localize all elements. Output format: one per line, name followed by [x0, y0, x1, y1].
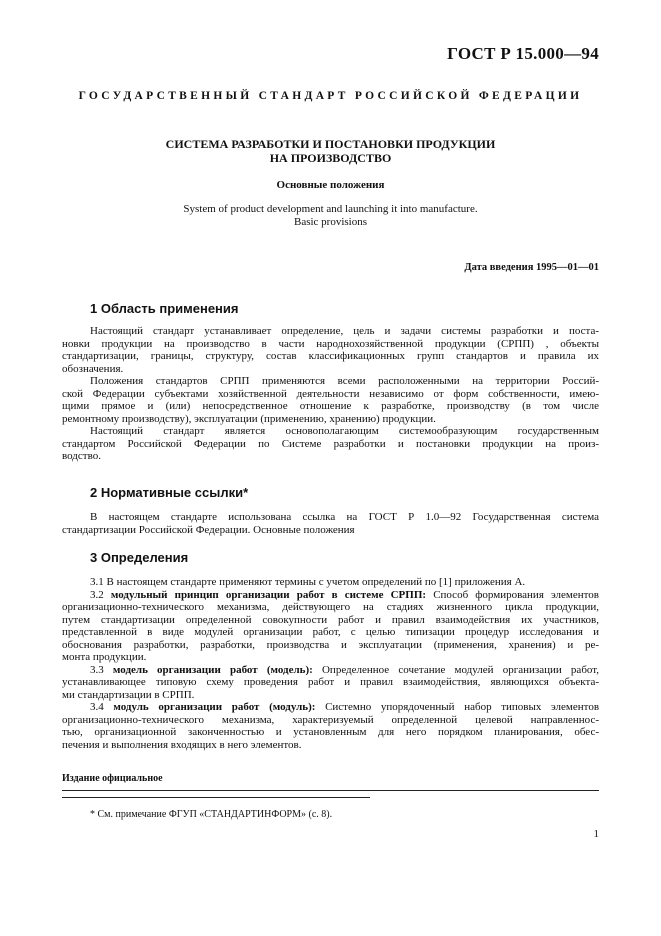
text-fragment: Определенное сочетание модулей организации работ,: [321, 663, 599, 676]
state-standard-title: ГОСУДАРСТВЕННЫЙ СТАНДАРТ РОССИЙСКОЙ ФЕДЕРАЦИИ: [78, 90, 583, 102]
official-edition-label: Издание официальное: [62, 773, 163, 784]
page-number: 1: [593, 828, 599, 840]
footer-divider: [62, 790, 599, 791]
section-3-heading: 3 Определения: [90, 550, 189, 565]
document-title-line-2: НА ПРОИЗВОДСТВО: [269, 151, 392, 165]
clause-number: 3.2: [90, 588, 104, 601]
text-line: ремонтному производству), эксплуатации (применению, хранению) продукции.: [62, 412, 436, 425]
text-line: организационно-технического механизма, действующего на стадиях жизненного цикла продукции,: [62, 601, 599, 613]
subtitle-ru: Основные положения: [276, 179, 385, 191]
text-line: тью, организационной законченностью и установленным для него порядком планирования, обес-: [62, 726, 599, 738]
text-line: новки продукции на производство в части народнохозяйственной продукции (СРПП) , объекты: [62, 337, 599, 350]
section-2-heading: 2 Нормативные ссылки*: [90, 485, 249, 500]
text-line: организационно-технического механизма, характеризуемый определенной целевой направленнос-: [62, 713, 599, 726]
text-line: В настоящем стандарте использована ссылка на ГОСТ Р 1.0—92 Государственная система: [90, 511, 599, 523]
text-line: обоснования разработки, разработки, производства и эксплуатации (применения, хранения) и ре-: [62, 638, 599, 651]
footnote-divider: [62, 797, 370, 798]
subtitle-en: [62, 203, 599, 229]
text-line: ми стандартизации в СРПП.: [62, 688, 195, 701]
clause-number: 3.4: [90, 701, 104, 713]
section-1-heading: 1 Область применения: [90, 301, 239, 316]
text-line: водство.: [62, 450, 101, 462]
section-2-body: [62, 511, 599, 536]
section-1-body: [62, 325, 599, 463]
section-3-body: [62, 576, 599, 751]
text-fragment: Системно упорядоченный набор типовых элементов: [325, 701, 599, 713]
text-line: устанавливающее типовую схему проведения работ и правил взаимодействия, являющихся объекта-: [62, 676, 599, 688]
text-line: монта продукции.: [62, 651, 147, 663]
text-line: Положения стандартов СРПП применяются всеми расположенными на территории Россий-: [90, 375, 599, 387]
text-line: Настоящий стандарт является основополагающим системообразующим государственным: [90, 425, 599, 437]
definition-3-1: 3.1 В настоящем стандарте применяют термины с учетом определений по [1] приложения А.: [90, 576, 526, 588]
text-line: представленной в виде модулей организации работ, с целью типизации процедур исследования и: [62, 626, 599, 638]
defined-term: модульный принцип организации работ в системе СРПП:: [110, 588, 427, 601]
text-line: обозначения.: [62, 362, 124, 375]
text-line: стандартизации, границы, структуру, состав классификационных групп стандартов и правила их: [62, 350, 599, 362]
defined-term: модель организации работ (модель):: [112, 663, 313, 676]
definition-3-2: [62, 589, 599, 602]
document-code: ГОСТ Р 15.000—94: [447, 44, 599, 63]
document-title: [62, 137, 599, 165]
text-line: стандартом Российской Федерации по Системе разработки и постановки продукции на произ-: [62, 437, 599, 450]
defined-term: модуль организации работ (модуль):: [113, 701, 316, 713]
text-line: Настоящий стандарт устанавливает определение, цель и задачи системы разработки и поста-: [90, 325, 599, 337]
definition-3-4: [62, 701, 599, 714]
introduction-date: Дата введения 1995—01—01: [464, 262, 599, 273]
text-line: стандартизации Российской Федерации. Основные положения: [62, 523, 355, 536]
subtitle-en-line-2: Basic provisions: [293, 216, 368, 228]
document-title-line-1: СИСТЕМА РАЗРАБОТКИ И ПОСТАНОВКИ ПРОДУКЦИИ: [165, 137, 496, 151]
definition-3-3: [62, 664, 599, 677]
text-line: ской Федерации субъектами хозяйственной деятельности независимо от форм собственности, имею-: [62, 387, 599, 400]
text-fragment: Способ формирования элементов: [433, 588, 599, 601]
subtitle-en-line-1: System of product development and launching it into manufacture.: [183, 203, 478, 215]
clause-number: 3.3: [90, 663, 104, 676]
footnote: * См. примечание ФГУП «СТАНДАРТИНФОРМ» (с. 8).: [90, 809, 333, 820]
text-line: путем стандартизации определенной совокупности работ и правил взаимодействия их участников,: [62, 613, 599, 626]
text-line: щими прямое и (или) непосредственное отношение к разработке, производству (в том числе: [62, 400, 599, 412]
text-line: печения и выполнения входящих в него элементов.: [62, 738, 302, 751]
